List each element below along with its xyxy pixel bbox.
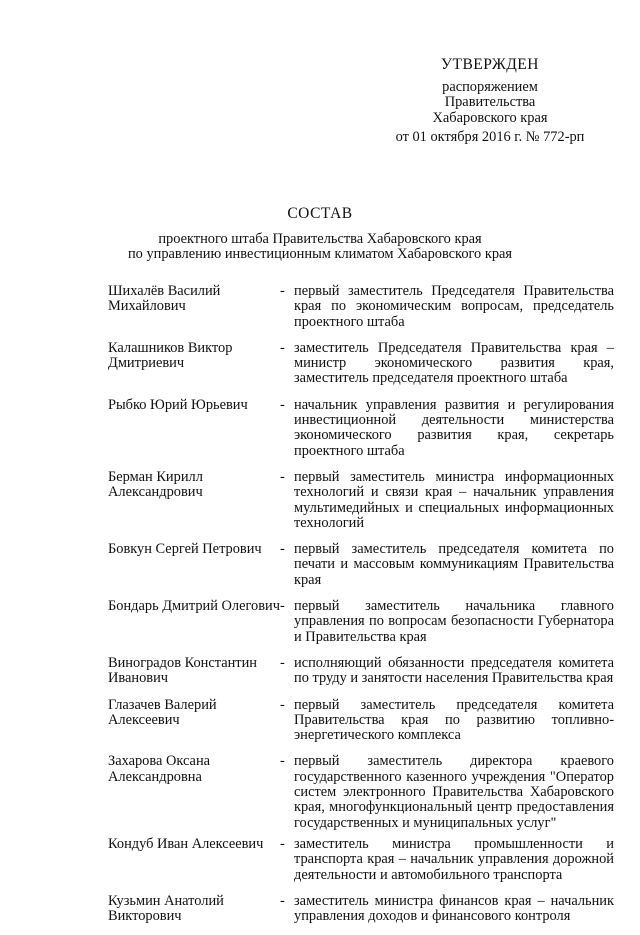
approval-line: распоряжением (442, 78, 538, 95)
member-dash: - (280, 654, 285, 671)
approval-order: от 01 октября 2016 г. № 772-рп (395, 129, 585, 145)
members-list (108, 284, 614, 935)
member-dash: - (280, 468, 285, 485)
member-dash: - (280, 835, 285, 852)
member-row (108, 754, 614, 830)
member-row (108, 599, 614, 645)
member-name: Бовкун Сергей Петрович (108, 541, 262, 558)
document-heading (40, 206, 600, 263)
member-position: исполняющий обязанности председателя комитета по труду и занятости населения Правительства края (294, 654, 614, 687)
member-row (108, 656, 614, 687)
member-dash: - (280, 283, 285, 299)
member-name: Кондуб Иван Алексеевич (108, 835, 264, 852)
approval-stamp (380, 57, 600, 146)
member-row (108, 398, 614, 459)
member-row (108, 341, 614, 387)
member-dash: - (280, 696, 285, 713)
member-position: заместитель Председателя Правительства края – министр экономического развития края, заместитель председателя проектного штаба (294, 339, 614, 387)
member-position: первый заместитель директора краевого государственного казенного учреждения "Оператор систем электронного Правительства Хабаровского края, многофункциональный центр предоставления государственных и муниципальных услуг" (294, 753, 614, 831)
member-row (108, 470, 614, 531)
member-name: Глазачев Валерий Алексеевич (108, 696, 217, 728)
member-dash: - (280, 339, 285, 356)
member-position: первый заместитель председателя комитета Правительства края по развитию топливно-энергетического комплекса (294, 696, 614, 744)
member-dash: - (280, 396, 285, 413)
member-name: Бондарь Дмитрий Олегович (108, 598, 280, 615)
member-row (108, 284, 614, 330)
member-dash: - (280, 541, 285, 558)
approval-line: Правительства (444, 94, 536, 110)
member-name: Рыбко Юрий Юрьевич (108, 396, 248, 413)
approved-label: УТВЕРЖДЕН (441, 56, 539, 73)
member-dash: - (280, 753, 285, 770)
member-name: Берман Кирилл Александрович (108, 468, 203, 501)
member-position: первый заместитель Председателя Правительства края по экономическим вопросам, председатель проектного штаба (294, 283, 614, 330)
member-position: первый заместитель председателя комитета по печати и массовым коммуникациям Правительства края (294, 541, 614, 588)
document-subtitle-line: проектного штаба Правительства Хабаровского края (158, 230, 482, 247)
member-row (108, 542, 614, 588)
document-subtitle-line: по управлению инвестиционным климатом Хабаровского края (127, 246, 513, 262)
member-position: заместитель министра промышленности и транспорта края – начальник управления дорожной деятельности и автомобильного транспорта (294, 835, 614, 883)
member-name: Шихалёв Василий Михайлович (108, 283, 221, 315)
member-name: Кузьмин Анатолий Викторович (108, 892, 224, 925)
approval-line: Хабаровского края (432, 109, 548, 126)
member-position: первый заместитель министра информационных технологий и связи края – начальник управления мультимедийных и специальных информационных технологий (294, 468, 614, 531)
member-position: начальник управления развития и регулирования инвестиционной деятельности министерства экономического развития края, секретарь проектного штаба (294, 396, 614, 459)
member-position: заместитель министра финансов края – начальник управления доходов и финансового контроля (294, 892, 614, 925)
member-dash: - (280, 598, 285, 615)
member-dash: - (280, 892, 285, 909)
member-row (108, 698, 614, 744)
member-row (108, 837, 614, 883)
member-name: Захарова Оксана Александровна (108, 753, 211, 785)
member-position: первый заместитель начальника главного управления по вопросам безопасности Губернатора и Правительства края (294, 598, 614, 645)
member-row (108, 894, 614, 925)
document-title: СОСТАВ (287, 205, 353, 222)
member-name: Виноградов Константин Иванович (108, 654, 258, 687)
member-name: Калашников Виктор Дмитриевич (108, 339, 233, 372)
